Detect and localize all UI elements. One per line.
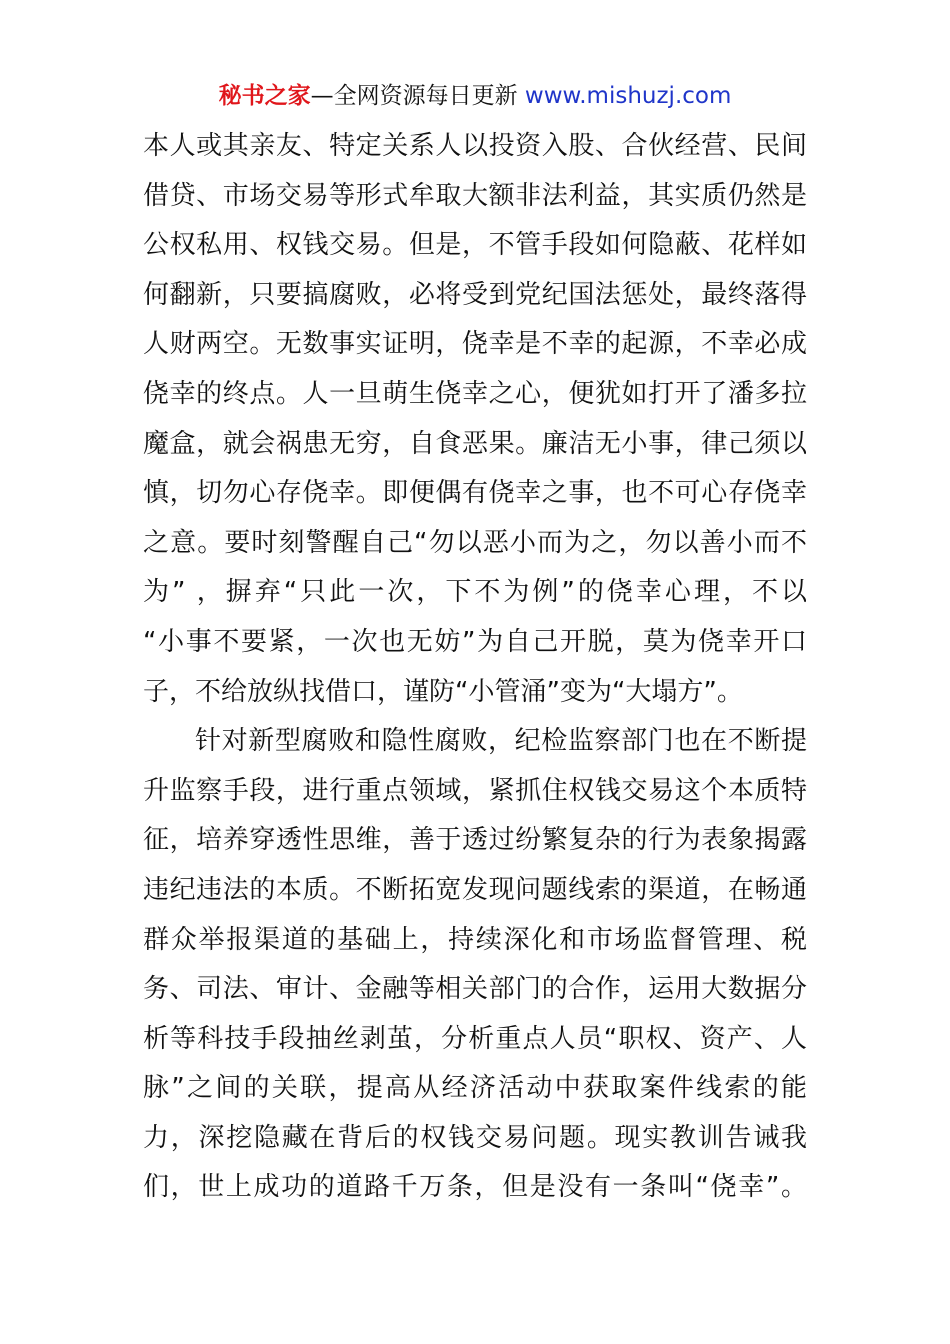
- text-line: 何翻新，只要搞腐败，必将受到党纪国法惩处，最终落得: [143, 279, 807, 310]
- text-line: 人财两空。无数事实证明，侥幸是不幸的起源，不幸必成: [143, 329, 807, 360]
- text-line: 力，深挖隐藏在背后的权钱交易问题。现实教训告诫我: [143, 1122, 807, 1153]
- text-line: 征，培养穿透性思维，善于透过纷繁复杂的行为表象揭露: [143, 825, 807, 856]
- text-line: 析等科技手段抽丝剥茧，分析重点人员“职权、资产、人: [143, 1023, 807, 1054]
- site-url-link[interactable]: www.mishuzj.com: [524, 83, 732, 109]
- page-header: [0, 80, 950, 112]
- text-line: 侥幸的终点。人一旦萌生侥幸之心，便犹如打开了潘多拉: [143, 378, 807, 409]
- text-line: 慎，切勿心存侥幸。即便偶有侥幸之事，也不可心存侥幸: [143, 478, 807, 509]
- text-line: 脉”之间的关联，提高从经济活动中获取案件线索的能: [143, 1073, 807, 1104]
- brand-name: 秘书之家: [218, 83, 311, 109]
- text-line: 针对新型腐败和隐性腐败，纪检监察部门也在不断提: [195, 726, 807, 757]
- text-line: 务、司法、审计、金融等相关部门的合作，运用大数据分: [143, 974, 807, 1005]
- text-line: 为” ，摒弃“只此一次，下不为例”的侥幸心理，不以: [143, 577, 807, 608]
- text-line: “小事不要紧，一次也无妨”为自己开脱，莫为侥幸开口: [143, 626, 807, 657]
- text-line: 子，不给放纵找借口，谨防“小管涌”变为“大塌方”。: [143, 676, 743, 707]
- text-line: 们，世上成功的道路千万条，但是没有一条叫“侥幸”。: [143, 1172, 807, 1203]
- text-line: 公权私用、权钱交易。但是，不管手段如何隐蔽、花样如: [143, 230, 807, 261]
- text-line: 群众举报渠道的基础上，持续深化和市场监督管理、税: [143, 924, 807, 955]
- text-line: 借贷、市场交易等形式牟取大额非法利益，其实质仍然是: [143, 180, 807, 211]
- text-line: 之意。要时刻警醒自己“勿以恶小而为之，勿以善小而不: [143, 527, 807, 558]
- text-line: 本人或其亲友、特定关系人以投资入股、合伙经营、民间: [143, 131, 807, 161]
- article-body: [143, 122, 807, 1213]
- header-tagline: —全网资源每日更新: [310, 83, 518, 109]
- text-line: 升监察手段，进行重点领域，紧抓住权钱交易这个本质特: [143, 775, 807, 806]
- text-line: 违纪违法的本质。不断拓宽发现问题线索的渠道，在畅通: [143, 874, 807, 905]
- text-line: 魔盒，就会祸患无穷，自食恶果。廉洁无小事，律己须以: [143, 428, 807, 459]
